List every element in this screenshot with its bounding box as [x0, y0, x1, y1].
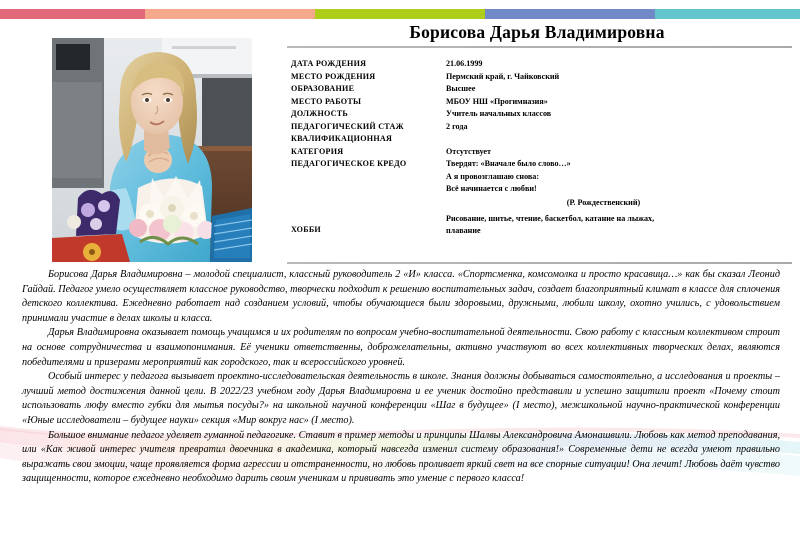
credo-attribution: (Р. Рождественский) [566, 198, 641, 208]
credo-line: Всё начинается с любви! [446, 184, 537, 194]
table-row-hobby [291, 213, 791, 238]
top-color-bar-segment [655, 9, 800, 19]
portrait-photo-image [52, 38, 252, 262]
credo-line: Твердят: «Вначале было слово…» [446, 159, 571, 169]
info-label: МЕСТО РАБОТЫ [291, 96, 362, 106]
table-row [291, 58, 791, 71]
info-label: КВАЛИФИКАЦИОННАЯ [291, 134, 393, 144]
info-label: ПЕДАГОГИЧЕСКОЕ КРЕДО [291, 159, 407, 169]
info-value: Учитель начальных классов [446, 109, 552, 119]
paragraph: Дарья Владимировна оказывает помощь учащимся и их родителям по вопросам учебно-воспитательной деятельности. Свою работу с классным коллективом строит на основе сотрудничества и взаимопонимания. Её ученики ответственны, доброжелательны, активно участвуют во всех коллективных творческих делах, являются победителями и призерами мероприятий как городского, так и всероссийского уровней. [22, 327, 780, 368]
info-table [291, 58, 791, 238]
paragraph: Борисова Дарья Владимировна – молодой специалист, классный руководитель 2 «И» класса. «Спортсменка, комсомолка и просто красавица…» как бы сказал Леонид Гайдай. Педагог умело осуществляет классное руководство, творчески подходит к решению воспитательных задач, создает благоприятный климат в классе для сплочения детского коллектива. Ежедневно работает над созданием условий, чтобы обучающиеся были здоровыми, дружными, любили школу, охотно учились, с удовольствием принимали участие в делах школы и класса. [22, 269, 780, 324]
info-value: Пермский край, г. Чайковский [446, 71, 560, 81]
table-row [291, 146, 791, 159]
info-label: ПЕДАГОГИЧЕСКИЙ СТАЖ [291, 121, 404, 131]
info-label: МЕСТО РОЖДЕНИЯ [291, 71, 376, 81]
table-row [291, 108, 791, 121]
table-row-credo [291, 158, 791, 210]
top-color-bar-segment [315, 9, 485, 19]
paragraph: Особый интерес у педагога вызывает проектно-исследовательская деятельность в школе. Знания должны добываться самостоятельно, а исследования и проекты – лучший метод достижения данной цели. В 2022/23 учебном году Дарья Владимировна и ее ученик достойно представили и успешно защитили проект «Почему стоит использовать люфу вместо губки для мытья посуды?» на школьной научной конференции «Шаг в будущее» (I место), межшкольной научно-практической конференции «Юные исследователи – будущее науки» секция «Мир вокруг нас» (I место). [22, 371, 780, 426]
info-value: 21.06.1999 [446, 59, 483, 68]
title-divider [287, 46, 792, 48]
info-value: 2 года [446, 121, 468, 131]
table-row [291, 133, 791, 146]
info-label: КАТЕГОРИЯ [291, 146, 344, 156]
info-label: ДОЛЖНОСТЬ [291, 109, 349, 119]
info-value: Высшее [446, 84, 476, 94]
info-label: ХОББИ [291, 224, 321, 234]
hobby-line: плавание [446, 226, 481, 236]
top-color-bar-segment [0, 9, 145, 19]
table-row [291, 121, 791, 134]
table-divider [287, 262, 792, 264]
info-label: ОБРАЗОВАНИЕ [291, 84, 355, 94]
hobby-line: Рисование, шитье, чтение, баскетбол, катание на лыжах, [446, 213, 655, 223]
top-color-bar [0, 9, 800, 19]
info-value [446, 213, 791, 238]
table-row [291, 71, 791, 84]
top-color-bar-segment [485, 9, 655, 19]
body-text [22, 268, 780, 487]
portrait-photo [52, 38, 252, 262]
info-value: Отсутствует [446, 146, 492, 156]
paragraph: Большое внимание педагог уделяет гуманной педагогике. Ставит в пример методы и принципы Шалвы Александровича Амонашвили. Любовь как метод преподавания, или «Как живой интерес учителя превратил двоечника в академика, который навсегда изменил систему образования!» Современные дети не всегда умеют правильно выражать свои эмоции, чаще проявляется форма агрессии и отстраненности, но любовь проливает яркий свет на все спорные ситуации! Она лечит! Любовь даёт чувство защищенности, которое ежедневно необходимо дарить своим ученикам и прививать это умение с первого класса! [22, 429, 780, 485]
info-value [446, 158, 791, 210]
top-color-bar-segment [145, 9, 315, 19]
credo-line: А я провозглашаю снова: [446, 171, 540, 181]
info-label: ДАТА РОЖДЕНИЯ [291, 59, 367, 68]
table-row [291, 83, 791, 96]
page-title: Борисова Дарья Владимировна [409, 22, 665, 42]
table-row [291, 96, 791, 109]
info-value: МБОУ НШ «Прогимназия» [446, 96, 548, 106]
